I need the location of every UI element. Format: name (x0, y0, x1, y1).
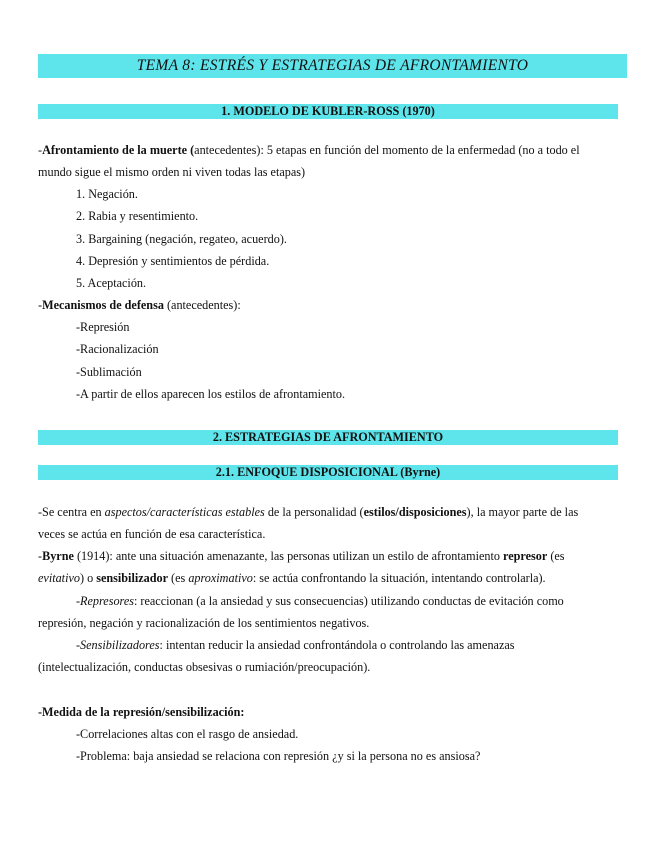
text-fragment: (es (168, 571, 189, 585)
stage-item: 1. Negación. (76, 187, 138, 201)
mechanism-item: -Represión (76, 320, 130, 334)
italic-term: -Sensibilizadores (76, 638, 160, 652)
paragraph-represores-line1 (76, 593, 564, 609)
text-fragment: : reaccionan (a la ansiedad y sus consecuencias) utilizando conductas de evitación como (134, 594, 564, 608)
measure-item: -Problema: baja ansiedad se relaciona con represión ¿y si la persona no es ansiosa? (76, 749, 481, 763)
bold-term: -Medida de la represión/sensibilización: (38, 705, 245, 719)
text-fragment: : se actúa confrontando la situación, intentando controlarla). (252, 571, 546, 585)
paragraph-byrne-line1 (38, 548, 565, 564)
section-2-1-heading: 2.1. ENFOQUE DISPOSICIONAL (Byrne) (38, 465, 618, 480)
paragraph-disposicional-line2: veces se actúa en función de esa característica. (38, 527, 266, 541)
section-2-heading: 2. ESTRATEGIAS DE AFRONTAMIENTO (38, 430, 618, 445)
text-fragment: ), la mayor parte de las (466, 505, 579, 519)
stage-item: 4. Depresión y sentimientos de pérdida. (76, 254, 270, 268)
text-fragment: ) o (79, 571, 97, 585)
text-fragment: -Se centra en (38, 505, 105, 519)
measure-heading (38, 704, 244, 720)
text-fragment: - (38, 298, 43, 312)
bold-term: Afrontamiento de la muerte ( (42, 143, 195, 157)
text-fragment: : intentan reducir la ansiedad confrontándola o controlando las amenazas (159, 638, 515, 652)
bold-term: Byrne (42, 549, 74, 563)
bold-term: represor (503, 549, 548, 563)
paragraph-afrontamiento-line1 (38, 142, 580, 158)
mechanism-item: -Racionalización (76, 342, 159, 356)
paragraph-disposicional-line1 (38, 504, 578, 520)
paragraph-mecanismos (38, 297, 241, 313)
mechanism-item: -A partir de ellos aparecen los estilos de afrontamiento. (76, 387, 346, 401)
stage-item: 3. Bargaining (negación, regateo, acuerdo). (76, 232, 287, 246)
text-fragment: (1914): ante una situación amenazante, las personas utilizan un estilo de afrontamiento (73, 549, 504, 563)
text-fragment: antecedentes): 5 etapas en función del momento de la enfermedad (no a todo el (194, 143, 580, 157)
italic-term: -Represores (76, 594, 134, 608)
paragraph-byrne-line2 (38, 570, 546, 586)
text-fragment: - (38, 549, 43, 563)
mechanism-item: -Sublimación (76, 365, 142, 379)
stage-item: 5. Aceptación. (76, 276, 147, 290)
italic-term: aspectos/características estables (104, 505, 265, 519)
paragraph-afrontamiento-line2: mundo sigue el mismo orden ni viven todas las etapas) (38, 165, 306, 179)
paragraph-sensibilizadores-line2: (intelectualización, conductas obsesivas o rumiación/preocupación). (38, 660, 371, 674)
text-fragment: (es (547, 549, 565, 563)
stage-item: 2. Rabia y resentimiento. (76, 209, 199, 223)
text-fragment: (antecedentes): (163, 298, 241, 312)
italic-term: evitativo (38, 571, 80, 585)
document-title: TEMA 8: ESTRÉS Y ESTRATEGIAS DE AFRONTAMIENTO (38, 54, 627, 78)
paragraph-sensibilizadores-line1 (76, 637, 515, 653)
measure-item: -Correlaciones altas con el rasgo de ansiedad. (76, 727, 299, 741)
section-1-heading: 1. MODELO DE KUBLER-ROSS (1970) (38, 104, 618, 119)
paragraph-represores-line2: represión, negación y racionalización de los sentimientos negativos. (38, 616, 370, 630)
bold-term: estilos/disposiciones (363, 505, 467, 519)
bold-term: Mecanismos de defensa (42, 298, 164, 312)
text-fragment: - (38, 143, 43, 157)
italic-term: aproximativo (188, 571, 253, 585)
text-fragment: de la personalidad ( (264, 505, 364, 519)
bold-term: sensibilizador (96, 571, 168, 585)
